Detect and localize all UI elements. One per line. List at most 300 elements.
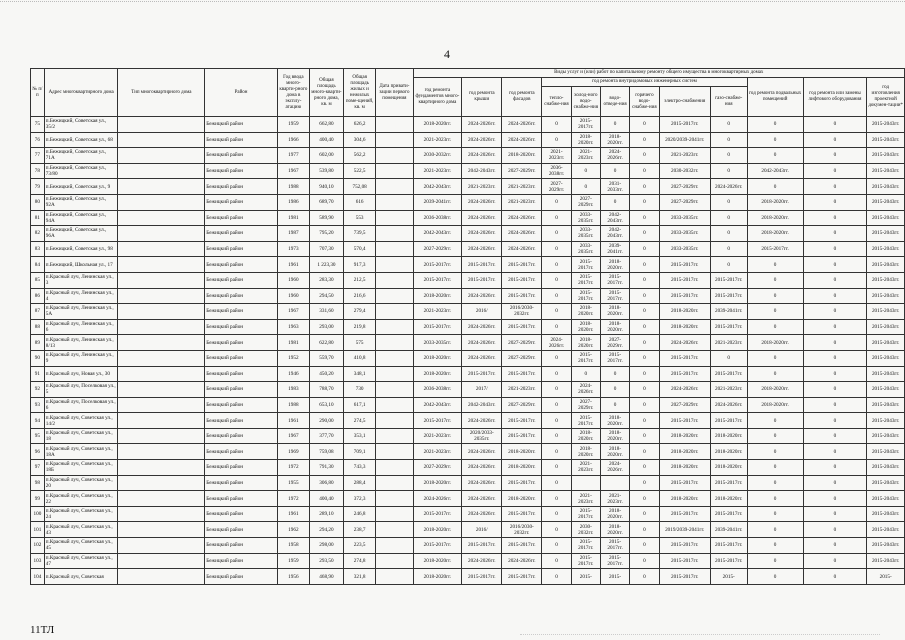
table-cell [118, 288, 205, 304]
table-cell: 0 [542, 304, 571, 320]
table-cell [376, 475, 413, 491]
table-cell: 2015-2017гг. [502, 288, 542, 304]
table-cell: 0 [747, 413, 803, 429]
table-cell: 274,5 [343, 413, 375, 429]
table-cell: 0 [710, 194, 747, 210]
table-cell: Бежицкий район [205, 272, 278, 288]
table-cell: 2024-2026гг. [462, 210, 502, 226]
table-cell [118, 257, 205, 273]
table-cell: 2015-2043гг. [867, 444, 905, 460]
table-cell [118, 538, 205, 554]
table-cell: 0 [600, 382, 629, 398]
table-cell: 2015-2017гг. [571, 272, 600, 288]
table-cell: 2021-2023гг. [571, 460, 600, 476]
col-heat-header: тепло-снабже-ния [542, 87, 571, 117]
table-cell: 2015-2043гг. [867, 241, 905, 257]
table-cell: 372,3 [343, 491, 375, 507]
table-cell: 2027-2029гг. [571, 194, 600, 210]
table-cell: 2018-2020гг. [413, 288, 462, 304]
table-cell: 2015-2017гг. [659, 117, 710, 133]
table-cell: 2018-2020гг. [600, 319, 629, 335]
table-cell [118, 475, 205, 491]
table-cell: Бежицкий район [205, 132, 278, 148]
table-cell: 0 [710, 163, 747, 179]
table-cell: п.Красный луч, Советская ул., 24 [44, 506, 118, 522]
table-cell: п.Красный луч, Советская ул., 45 [44, 538, 118, 554]
table-cell: 2021-2023гг. [413, 132, 462, 148]
table-cell: 0 [710, 210, 747, 226]
table-cell: 2015-2017гг. [413, 319, 462, 335]
table-cell: 0 [747, 148, 803, 164]
table-cell: 2018-2020гг. [413, 522, 462, 538]
table-cell: 2019/2039-2041гг. [659, 522, 710, 538]
table-cell: 2018-2020гг. [413, 569, 462, 585]
table-cell: 0 [630, 350, 659, 366]
col-elevator-header: год ремонта или замены лифтового оборудования [803, 78, 867, 117]
table-cell [118, 179, 205, 195]
table-cell: Бежицкий район [205, 475, 278, 491]
table-cell: 85 [31, 272, 45, 288]
table-cell: 2021-2023гг. [542, 148, 571, 164]
table-cell: 0 [542, 397, 571, 413]
table-cell: 0 [542, 288, 571, 304]
table-cell: 2018-2020гг. [747, 210, 803, 226]
table-cell [118, 117, 205, 133]
table-cell: 2027-2029гг. [502, 335, 542, 351]
table-cell [118, 569, 205, 585]
table-cell: 2015-2017гг. [659, 257, 710, 273]
table-cell [376, 569, 413, 585]
table-cell: 93 [31, 397, 45, 413]
table-cell: 0 [803, 475, 867, 491]
table-cell: 0 [600, 117, 629, 133]
table-cell: 100 [31, 506, 45, 522]
col-roof-header: год ремонта крыши [462, 78, 502, 117]
table-cell: 0 [710, 241, 747, 257]
table-cell: 0 [542, 350, 571, 366]
table-cell: 0 [803, 117, 867, 133]
table-cell: 0 [630, 272, 659, 288]
table-cell: 0 [747, 538, 803, 554]
table-row [31, 241, 905, 257]
table-cell: 2015-2017гг. [659, 569, 710, 585]
table-cell: 0 [600, 397, 629, 413]
table-cell [118, 428, 205, 444]
table-cell [376, 272, 413, 288]
table-cell: 2018-2020гг. [502, 460, 542, 476]
table-cell [376, 444, 413, 460]
table-cell: 2024-2026гг. [462, 226, 502, 242]
table-cell: 2015-2017гг. [571, 413, 600, 429]
table-cell: п.Красный луч, Советская ул., 20 [44, 475, 118, 491]
table-cell: 653,10 [309, 397, 343, 413]
table-cell: 1961 [277, 257, 309, 273]
table-cell: 2015-2017гг. [502, 475, 542, 491]
table-row [31, 132, 905, 148]
table-cell: 0 [710, 350, 747, 366]
table-cell: 2024-2026гг. [462, 117, 502, 133]
table-cell: 2027-2029гг. [502, 397, 542, 413]
table-cell: 82 [31, 226, 45, 242]
table-cell: 2015-2043гг. [867, 319, 905, 335]
table-cell: 0 [803, 522, 867, 538]
table-cell: 0 [803, 194, 867, 210]
table-cell: 97 [31, 460, 45, 476]
table-cell: 2015-2017гг. [710, 553, 747, 569]
table-cell: 0 [803, 491, 867, 507]
table-cell: 294,20 [309, 522, 343, 538]
table-cell: 2015-2017гг. [502, 506, 542, 522]
table-cell: 2015-2043гг. [867, 117, 905, 133]
col-docs-header: год изготовления проектной докумен-тации* [867, 78, 905, 117]
table-cell: 1977 [277, 148, 309, 164]
table-cell: 2015-2043гг. [867, 257, 905, 273]
table-cell: 331,60 [309, 304, 343, 320]
table-cell: 0 [747, 460, 803, 476]
table-cell [376, 179, 413, 195]
table-cell: 0 [803, 538, 867, 554]
table-cell: п.Бежицкий, Советская ул., 71А [44, 148, 118, 164]
table-cell: п.Красный луч, Советская ул., 18А [44, 444, 118, 460]
table-cell: 0 [803, 132, 867, 148]
table-cell [118, 163, 205, 179]
col-privatization-header: Дата привати-зации первого помещения [376, 69, 413, 117]
table-cell: 2015- [571, 569, 600, 585]
table-cell: 2018-2020гг. [600, 132, 629, 148]
table-cell: 0 [542, 132, 571, 148]
table-cell: 2018-2020гг. [747, 382, 803, 398]
table-cell: 2024-2026гг. [462, 288, 502, 304]
table-cell: 2018-2020гг. [747, 397, 803, 413]
table-cell [376, 226, 413, 242]
table-cell: п.Бежицкий, Советская ул., 9 [44, 179, 118, 195]
table-cell: 2018-2020гг. [659, 428, 710, 444]
table-cell: 96 [31, 444, 45, 460]
table-cell: 2015-2017гг. [710, 506, 747, 522]
table-cell [376, 506, 413, 522]
table-cell: п.Красный луч, Поселковая ул., 5 [44, 382, 118, 398]
table-cell: 2015-2017гг. [659, 272, 710, 288]
table-cell: 1958 [277, 538, 309, 554]
table-body [31, 117, 905, 585]
table-cell: 294,50 [309, 288, 343, 304]
table-cell: 1988 [277, 179, 309, 195]
table-cell: 2018-2020гг. [502, 491, 542, 507]
table-cell: 0 [630, 194, 659, 210]
table-cell: 689,70 [309, 194, 343, 210]
table-cell: 2024-2026гг. [462, 241, 502, 257]
table-cell: 759,08 [309, 444, 343, 460]
table-cell [118, 272, 205, 288]
table-cell: 0 [803, 350, 867, 366]
table-cell: 2024-2026гг. [462, 148, 502, 164]
table-cell: 0 [747, 117, 803, 133]
table-cell: 2024-2026гг. [502, 210, 542, 226]
table-cell: 707,30 [309, 241, 343, 257]
table-cell: 2024-2026гг. [542, 335, 571, 351]
table-cell: Бежицкий район [205, 226, 278, 242]
table-cell: 2036-2038гг. [413, 210, 462, 226]
table-cell: 788,70 [309, 382, 343, 398]
table-cell: 0 [542, 428, 571, 444]
table-cell: 2021-2023гг. [659, 148, 710, 164]
table-row [31, 397, 905, 413]
table-cell: 2016/ [462, 304, 502, 320]
table-cell: 2018-2020гг. [600, 444, 629, 460]
table-cell: 2015-2017гг. [571, 288, 600, 304]
table-cell: 2024-2026гг. [462, 194, 502, 210]
table-cell: п.Бежицкий, Советская ул., 98 [44, 241, 118, 257]
table-cell: 0 [542, 553, 571, 569]
table-cell: 0 [747, 179, 803, 195]
table-cell: 0 [571, 366, 600, 382]
table-cell [376, 460, 413, 476]
table-cell: 2042-2043гг. [413, 226, 462, 242]
table-row [31, 210, 905, 226]
table-cell: Бежицкий район [205, 194, 278, 210]
col-year-header: Год ввода много-кварти-рного дома в эксплу-атацию [277, 69, 309, 117]
table-cell: 0 [571, 179, 600, 195]
table-cell: Бежицкий район [205, 366, 278, 382]
table-cell: 2015-2017гг. [413, 538, 462, 554]
table-cell: 274,8 [343, 553, 375, 569]
col-total-area-header: Общая площадь много-кварти-рного дома, кв. м [309, 69, 343, 117]
col-facade-header: год ремонта фасадов [502, 78, 542, 117]
table-row [31, 179, 905, 195]
table-cell: 0 [803, 428, 867, 444]
table-cell: 570,4 [343, 241, 375, 257]
col-electric-header: электро-снабжения [659, 87, 710, 117]
table-cell: 2027-2029гг. [413, 241, 462, 257]
table-cell: 2015-2017гг. [462, 538, 502, 554]
table-cell: 0 [630, 179, 659, 195]
table-cell: Бежицкий район [205, 506, 278, 522]
table-cell: 353,1 [343, 428, 375, 444]
table-cell: 1962 [277, 522, 309, 538]
table-cell: 2015-2017гг. [659, 538, 710, 554]
table-cell: 2039-2041гг. [413, 194, 462, 210]
table-cell: 2024-2026гг. [462, 475, 502, 491]
table-cell: 81 [31, 210, 45, 226]
table-row [31, 194, 905, 210]
table-cell: 0 [803, 288, 867, 304]
table-cell: 2027-2029гг. [659, 179, 710, 195]
table-row [31, 335, 905, 351]
table-cell: п.Бежицкий, Советская ул., 68 [44, 132, 118, 148]
table-cell: 2015-2017гг. [462, 366, 502, 382]
table-cell [376, 382, 413, 398]
systems-group-header: год ремонта внутридомовых инженерных систем [542, 78, 747, 87]
table-cell: 2021-2023гг. [710, 335, 747, 351]
col-foundation-header: год ремонта фундаментов много-квартирного дома [413, 78, 462, 117]
table-cell: 2033-2035гг. [571, 210, 600, 226]
table-cell: п.Бежицкий, Советская ул., 96А [44, 226, 118, 242]
table-cell: 2018-2020гг. [659, 491, 710, 507]
table-cell [118, 382, 205, 398]
table-cell [376, 288, 413, 304]
table-cell [118, 194, 205, 210]
table-cell: 2015-2043гг. [867, 460, 905, 476]
table-cell: 321,8 [343, 569, 375, 585]
table-cell: 0 [747, 553, 803, 569]
table-cell: 0 [803, 382, 867, 398]
table-cell: 0 [747, 522, 803, 538]
table-cell: 2018-2020гг. [502, 148, 542, 164]
table-cell: Бежицкий район [205, 382, 278, 398]
table-cell: 0 [542, 506, 571, 522]
table-cell: 0 [542, 366, 571, 382]
table-row [31, 272, 905, 288]
table-cell: 2027-2029гг. [502, 163, 542, 179]
table-cell: 288,4 [343, 475, 375, 491]
table-cell: 0 [630, 132, 659, 148]
table-cell: 2015-2017гг. [502, 319, 542, 335]
table-cell: 2024-2026гг. [502, 132, 542, 148]
table-cell: 0 [630, 335, 659, 351]
table-cell [376, 491, 413, 507]
table-cell: 2018-2020гг. [571, 132, 600, 148]
page-number: 4 [444, 47, 450, 61]
table-cell: 2016/ [462, 522, 502, 538]
table-cell: 2021-2023гг. [413, 304, 462, 320]
table-row [31, 226, 905, 242]
table-cell: 348,1 [343, 366, 375, 382]
table-cell: 2024-2026гг. [462, 413, 502, 429]
table-cell: 2018-2020гг. [659, 444, 710, 460]
table-cell [118, 319, 205, 335]
table-cell: 2018-2020гг. [710, 444, 747, 460]
table-cell: Бежицкий район [205, 444, 278, 460]
table-cell: 77 [31, 148, 45, 164]
table-cell: 101 [31, 522, 45, 538]
table-cell: 2020/2039-2041гг. [659, 132, 710, 148]
table-cell: 2015-2017гг. [413, 272, 462, 288]
table-cell: 2015-2017гг. [600, 553, 629, 569]
table-row [31, 522, 905, 538]
table-cell: 2015-2043гг. [867, 132, 905, 148]
table-cell: 2024-2026гг. [462, 444, 502, 460]
table-cell: 2018-2020гг. [600, 522, 629, 538]
table-cell: 2015-2043гг. [867, 304, 905, 320]
table-cell: 1988 [277, 397, 309, 413]
table-cell: 1987 [277, 226, 309, 242]
table-cell: п.Красный луч, Советская ул., 14/2 [44, 413, 118, 429]
table-cell: 0 [630, 117, 659, 133]
table-cell: 0 [747, 475, 803, 491]
table-cell: Бежицкий район [205, 397, 278, 413]
table-cell: 602,00 [309, 148, 343, 164]
table-cell: 2015-2017гг. [600, 350, 629, 366]
table-row [31, 553, 905, 569]
table-cell: 0 [542, 117, 571, 133]
table-cell: 2015-2017гг. [502, 428, 542, 444]
table-cell [118, 397, 205, 413]
table-cell [376, 319, 413, 335]
table-cell: 0 [542, 460, 571, 476]
table-cell: 0 [630, 553, 659, 569]
table-cell: 709,1 [343, 444, 375, 460]
table-cell: 0 [747, 444, 803, 460]
table-cell: 0 [803, 210, 867, 226]
table-cell: 2016/2030-2032гг. [502, 304, 542, 320]
table-cell: 1956 [277, 569, 309, 585]
table-cell: 2015-2043гг. [867, 522, 905, 538]
table-cell: 1981 [277, 335, 309, 351]
table-cell: 2018-2020гг. [747, 194, 803, 210]
table-cell: 2021-2023гг. [710, 382, 747, 398]
table-cell: 2015-2017гг. [413, 506, 462, 522]
table-cell: 2015-2017гг. [659, 288, 710, 304]
table-cell: 2024-2026гг. [571, 382, 600, 398]
table-cell: 0 [630, 413, 659, 429]
table-cell: 0 [803, 569, 867, 585]
table-cell: 2021-2023гг. [462, 179, 502, 195]
table-cell: п.Красный луч, Ленинская ул., 3 [44, 272, 118, 288]
table-cell: 522,5 [343, 163, 375, 179]
table-cell: 0 [542, 382, 571, 398]
table-cell: 84 [31, 257, 45, 273]
table-cell: 1959 [277, 117, 309, 133]
table-cell: 0 [542, 257, 571, 273]
table-cell [118, 210, 205, 226]
table-cell: 1961 [277, 413, 309, 429]
table-cell: 0 [710, 117, 747, 133]
table-cell: 2018-2020гг. [710, 460, 747, 476]
table-cell: 2039-2041гг. [710, 304, 747, 320]
table-cell: п.Красный луч, Поселковая ул., 6 [44, 397, 118, 413]
table-cell: 2024-2026гг. [710, 179, 747, 195]
table-cell [118, 506, 205, 522]
table-cell: 0 [542, 444, 571, 460]
table-cell: 0 [747, 319, 803, 335]
table-cell: 2015-2017гг. [571, 117, 600, 133]
table-cell: 2015-2043гг. [867, 350, 905, 366]
table-cell [118, 226, 205, 242]
table-cell: 2018-2020гг. [600, 304, 629, 320]
table-cell: 283,30 [309, 272, 343, 288]
table-cell: п.Красный луч, Советская ул., 22 [44, 491, 118, 507]
table-cell: Бежицкий район [205, 460, 278, 476]
table-cell: 2018-2020гг. [600, 428, 629, 444]
table-cell: п.Красный луч, Советская ул., 43 [44, 522, 118, 538]
table-cell: Бежицкий район [205, 210, 278, 226]
table-cell: 2015-2043гг. [867, 413, 905, 429]
table-cell: 662,80 [309, 117, 343, 133]
scan-bottom-edge [520, 634, 880, 635]
table-cell [376, 257, 413, 273]
table-cell [376, 194, 413, 210]
table-cell [376, 397, 413, 413]
table-cell: 2018-2020гг. [571, 335, 600, 351]
table-cell: 104 [31, 569, 45, 585]
table-cell [118, 132, 205, 148]
table-cell: 2015-2043гг. [867, 210, 905, 226]
table-cell: 2018-2020гг. [413, 475, 462, 491]
table-cell: 2015-2017гг. [502, 272, 542, 288]
table-row [31, 428, 905, 444]
table-cell: п.Бежицкий, Советская ул., 35/2 [44, 117, 118, 133]
table-cell: 94 [31, 413, 45, 429]
table-cell: 0 [542, 413, 571, 429]
table-cell [376, 117, 413, 133]
col-type-header: Тип многоквартирного дома [118, 69, 205, 117]
table-cell: 2015-2043гг. [867, 491, 905, 507]
table-cell: Бежицкий район [205, 117, 278, 133]
table-cell: 0 [542, 272, 571, 288]
table-cell: 0 [803, 272, 867, 288]
table-cell: 2021-2023гг. [571, 491, 600, 507]
table-cell: 2024-2026гг. [502, 226, 542, 242]
